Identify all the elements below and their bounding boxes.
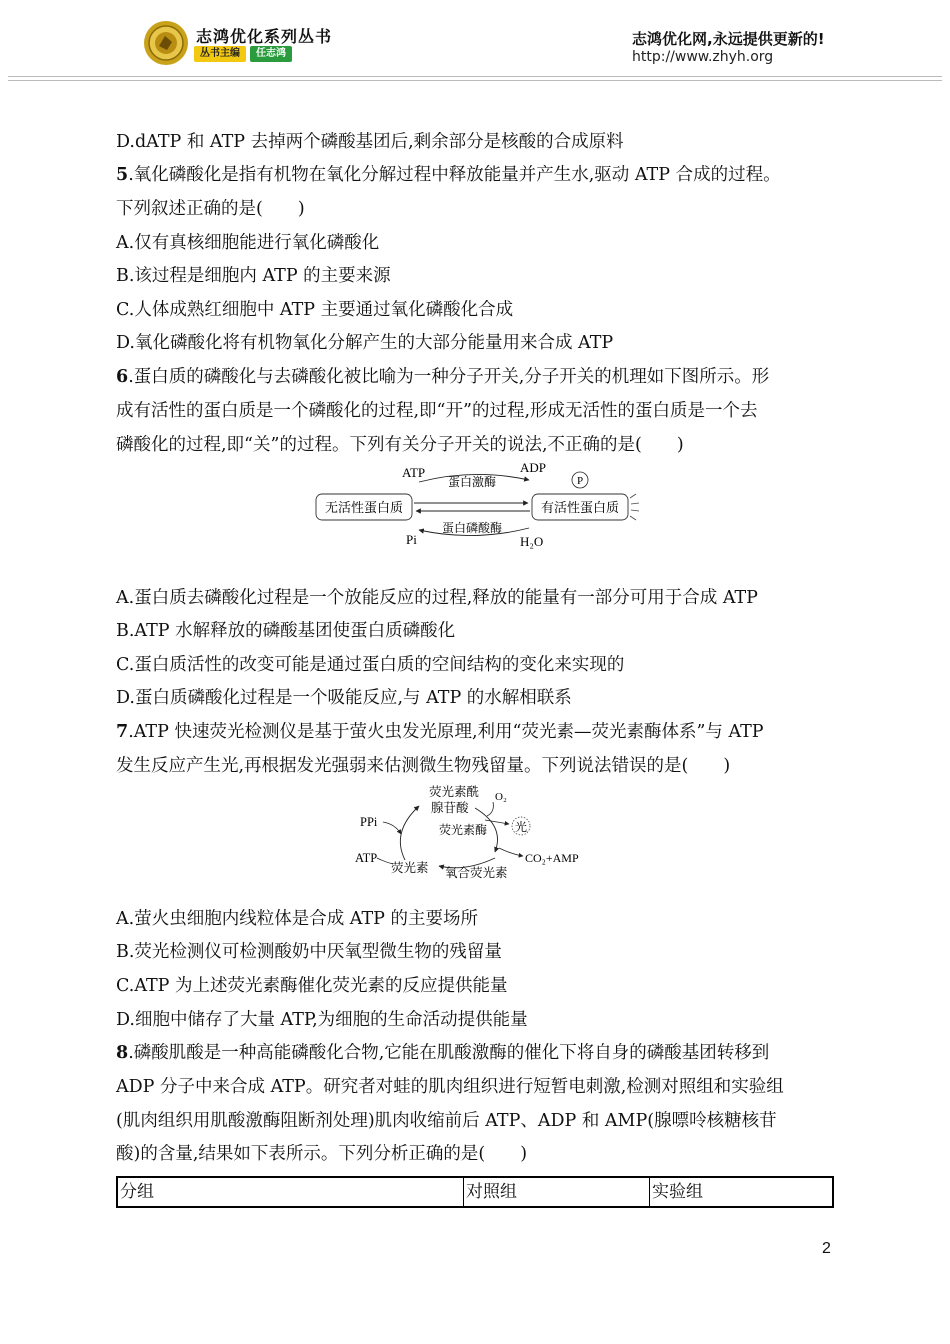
text-line bbox=[116, 720, 764, 744]
fig1-h2o-label: H₂O bbox=[520, 534, 544, 549]
o2-input-line bbox=[487, 802, 493, 816]
table-header-control: 对照组 bbox=[464, 1178, 650, 1206]
light-arrow bbox=[485, 820, 509, 824]
line-text: 下列叙述正确的是( ) bbox=[116, 199, 305, 219]
chief-editor-name: 任志鸿 bbox=[250, 46, 292, 62]
brand-subtitle bbox=[194, 46, 292, 62]
luciferase-cycle-diagram bbox=[355, 782, 605, 882]
line-text: D.dATP 和 ATP 去掉两个磷酸基团后,剩余部分是核酸的合成原料 bbox=[116, 132, 624, 152]
text-line bbox=[116, 619, 455, 643]
text-line bbox=[116, 686, 572, 710]
fig1-kinase-label: 蛋白激酶 bbox=[447, 475, 497, 489]
cycle-left-arrow bbox=[400, 806, 419, 860]
fig2-adenylate-top: 荧光素酰 bbox=[429, 784, 480, 799]
table-header-group: 分组 bbox=[118, 1178, 464, 1206]
question-number: 7 bbox=[116, 722, 129, 742]
text-line bbox=[116, 907, 478, 931]
text-line bbox=[116, 331, 613, 355]
products-arrow bbox=[499, 848, 523, 856]
fig1-atp-label: ATP bbox=[402, 465, 426, 480]
line-text: A.仅有真核细胞能进行氧化磷酸化 bbox=[116, 233, 380, 253]
text-line bbox=[116, 754, 730, 778]
question-number: 5 bbox=[116, 165, 129, 185]
question-number: 6 bbox=[116, 367, 129, 387]
publisher-logo bbox=[143, 20, 189, 66]
fig2-oxyluciferin-label: 氧合荧光素 bbox=[445, 865, 508, 880]
text-line bbox=[116, 298, 513, 322]
question-number: 8 bbox=[116, 1043, 129, 1063]
line-text: A.萤火虫细胞内线粒体是合成 ATP 的主要场所 bbox=[116, 909, 478, 929]
text-line bbox=[116, 1075, 784, 1099]
line-text: D.蛋白质磷酸化过程是一个吸能反应,与 ATP 的水解相联系 bbox=[116, 688, 572, 708]
fig2-luciferase-label: 荧光素酶 bbox=[439, 823, 488, 837]
text-line bbox=[116, 1041, 769, 1065]
header-slogan: 志鸿优化网,永远提供更新的! bbox=[632, 30, 825, 48]
line-text: 磷酸化的过程,即“关”的过程。下列有关分子开关的说法,不正确的是( ) bbox=[116, 435, 684, 455]
table-header-experiment: 实验组 bbox=[652, 1182, 703, 1202]
line-text: D.细胞中储存了大量 ATP,为细胞的生命活动提供能量 bbox=[116, 1010, 528, 1030]
page-number: 2 bbox=[822, 1240, 831, 1257]
line-text: C.人体成熟红细胞中 ATP 主要通过氧化磷酸化合成 bbox=[116, 300, 514, 320]
fig2-luciferin-label: 荧光素 bbox=[391, 860, 429, 875]
fig2-atp-label: ATP bbox=[355, 851, 378, 865]
text-line bbox=[116, 653, 624, 677]
text-line bbox=[116, 433, 684, 457]
fig2-adenylate-bottom: 腺苷酸 bbox=[431, 800, 469, 815]
text-line bbox=[116, 231, 379, 255]
fig2-products-label: CO₂+AMP bbox=[525, 851, 579, 865]
molecular-switch-diagram bbox=[314, 458, 644, 554]
line-text: C.蛋白质活性的改变可能是通过蛋白质的空间结构的变化来实现的 bbox=[116, 655, 625, 675]
fig1-p-label: P bbox=[576, 475, 584, 487]
text-line bbox=[116, 1142, 527, 1166]
line-text: .氧化磷酸化是指有机物在氧化分解过程中释放能量并产生水,驱动 ATP 合成的过程。 bbox=[128, 165, 781, 185]
chief-editor-label: 丛书主编 bbox=[194, 46, 246, 62]
fig1-inactive-label: 无活性蛋白质 bbox=[324, 501, 404, 516]
text-line bbox=[116, 130, 624, 154]
text-line bbox=[116, 365, 769, 389]
fig2-light-label: 光 bbox=[514, 820, 528, 834]
line-text: 酸)的含量,结果如下表所示。下列分析正确的是( ) bbox=[116, 1144, 528, 1164]
fig1-pi-label: Pi bbox=[406, 532, 417, 547]
line-text: .ATP 快速荧光检测仪是基于萤火虫发光原理,利用“荧光素—荧光素酶体系”与 ATP bbox=[128, 722, 764, 742]
page-header bbox=[0, 0, 950, 82]
line-text: B.荧光检测仪可检测酸奶中厌氧型微生物的残留量 bbox=[116, 942, 502, 962]
line-text: 发生反应产生光,再根据发光强弱来估测微生物残留量。下列说法错误的是( ) bbox=[116, 756, 731, 776]
line-text: B.该过程是细胞内 ATP 的主要来源 bbox=[116, 266, 391, 286]
line-text: C.ATP 为上述荧光素酶催化荧光素的反应提供能量 bbox=[116, 976, 508, 996]
line-text: B.ATP 水解释放的磷酸基团使蛋白质磷酸化 bbox=[116, 621, 456, 641]
text-line bbox=[116, 1109, 777, 1133]
line-text: (肌肉组织用肌酸激酶阻断剂处理)肌肉收缩前后 ATP、ADP 和 AMP(腺嘌呤核糖核苷 bbox=[116, 1111, 777, 1131]
text-line bbox=[116, 163, 781, 187]
text-line bbox=[116, 264, 391, 288]
results-table-header bbox=[116, 1176, 834, 1208]
text-line bbox=[116, 940, 502, 964]
line-text: 成有活性的蛋白质是一个磷酸化的过程,即“开”的过程,形成无活性的蛋白质是一个去 bbox=[116, 401, 758, 421]
fig2-o2-label: O₂ bbox=[495, 791, 507, 803]
text-line bbox=[116, 974, 508, 998]
fig1-phosphatase-label: 蛋白磷酸酶 bbox=[441, 521, 503, 535]
line-text: A.蛋白质去磷酸化过程是一个放能反应的过程,释放的能量有一部分可用于合成 ATP bbox=[116, 588, 758, 608]
line-text: .磷酸肌酸是一种高能磷酸化合物,它能在肌酸激酶的催化下将自身的磷酸基团转移到 bbox=[128, 1043, 770, 1063]
fig1-adp-label: ADP bbox=[520, 460, 547, 475]
text-line bbox=[116, 1008, 528, 1032]
header-divider-2 bbox=[8, 80, 942, 81]
header-url[interactable]: http://www.zhyh.org bbox=[632, 49, 774, 65]
line-text: ADP 分子中来合成 ATP。研究者对蛙的肌肉组织进行短暂电刺激,检测对照组和实验组 bbox=[116, 1077, 784, 1097]
ppi-arrow bbox=[383, 822, 401, 834]
line-text: D.氧化磷酸化将有机物氧化分解产生的大部分能量用来合成 ATP bbox=[116, 333, 614, 353]
header-divider bbox=[8, 76, 942, 77]
activity-rays bbox=[630, 494, 639, 520]
fig2-ppi-label: PPi bbox=[360, 815, 378, 829]
brand-title: 志鸿优化系列丛书 bbox=[196, 27, 333, 46]
text-line bbox=[116, 197, 305, 221]
text-line bbox=[116, 399, 758, 423]
text-line bbox=[116, 586, 758, 610]
line-text: .蛋白质的磷酸化与去磷酸化被比喻为一种分子开关,分子开关的机理如下图所示。形 bbox=[128, 367, 770, 387]
fig1-active-label: 有活性蛋白质 bbox=[540, 501, 620, 516]
